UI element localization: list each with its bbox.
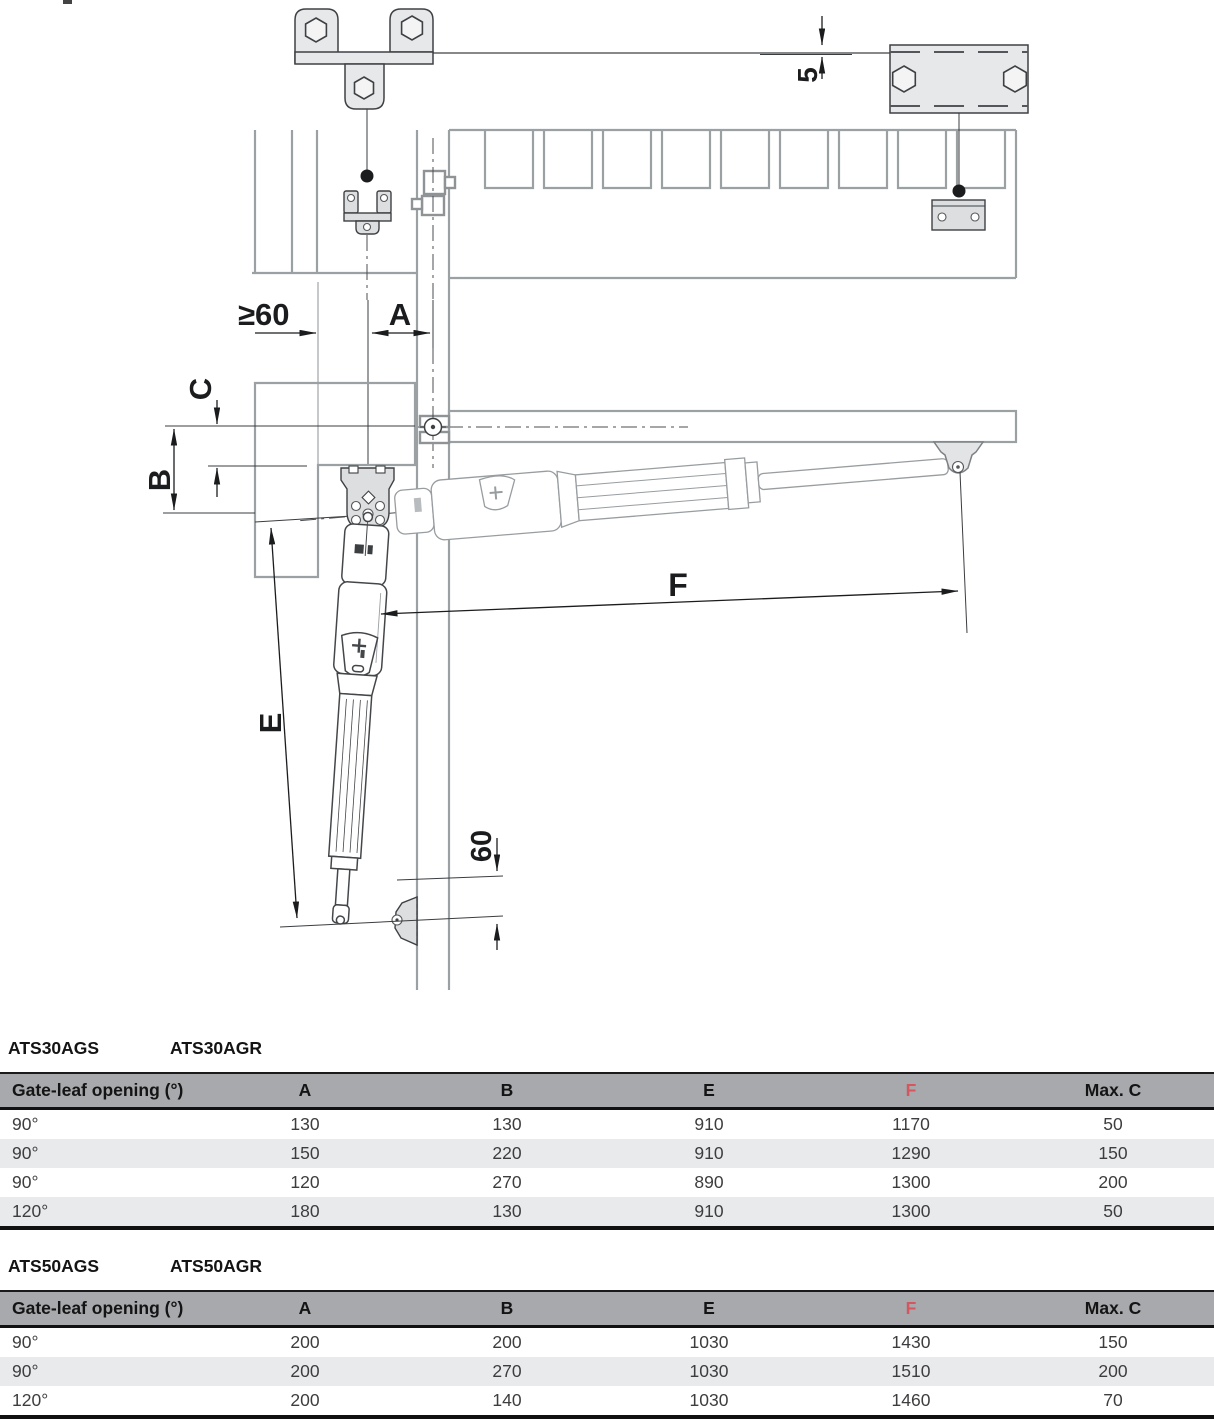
cell: 120: [290, 1172, 320, 1192]
bolt-icon: [1004, 66, 1027, 92]
table-row: [0, 1386, 1214, 1417]
dim-label-a: A: [388, 297, 412, 332]
hinge-pivot: [420, 414, 449, 443]
locator-dot: [953, 185, 966, 198]
cell: 90°: [12, 1172, 39, 1192]
dim-label-ge60: ≥60: [238, 297, 290, 332]
cell: 1170: [892, 1114, 930, 1134]
cell: 910: [694, 1143, 724, 1163]
gate-slats: [485, 130, 1005, 188]
cell: 1460: [891, 1390, 931, 1410]
cell: 270: [492, 1361, 522, 1381]
col-header-b: B: [406, 1291, 608, 1327]
spec-table-ats50: [0, 1290, 1214, 1419]
model-name: ATS30AGR: [170, 1038, 263, 1058]
dim-label-5: 5: [792, 67, 823, 83]
cell: 90°: [12, 1114, 39, 1134]
spec-table-ats30: [0, 1072, 1214, 1230]
cell: 120°: [12, 1201, 49, 1221]
col-header-f: F: [810, 1073, 1012, 1109]
cell: 1030: [689, 1361, 729, 1381]
bolt-icon: [402, 16, 423, 40]
dim-label-60: 60: [466, 829, 498, 863]
header-row: [0, 1291, 1214, 1327]
dim-c: [183, 378, 218, 497]
plan-view: [142, 282, 1016, 950]
cell: 150: [1098, 1332, 1128, 1352]
cell: 120°: [12, 1390, 49, 1410]
spec-tables: [0, 1038, 1214, 1419]
cell: 220: [492, 1143, 522, 1163]
model-titles-ats30: [8, 1038, 1214, 1059]
col-header-f: F: [810, 1291, 1012, 1327]
col-header-maxc: Max. C: [1012, 1291, 1214, 1327]
cell: 890: [694, 1172, 724, 1192]
cell: 200: [1098, 1361, 1128, 1381]
col-header-a: A: [204, 1073, 406, 1109]
bolt-icon: [893, 66, 916, 92]
bolt-icon: [306, 18, 327, 42]
cell: 270: [492, 1172, 522, 1192]
col-header-e: E: [608, 1291, 810, 1327]
model-name: ATS50AGS: [8, 1256, 100, 1276]
key-mark: [360, 650, 365, 658]
dim-label-e: E: [253, 712, 288, 734]
dim-bracket-offset: [280, 830, 503, 950]
cell: 130: [492, 1114, 522, 1134]
cell: 70: [1103, 1390, 1123, 1410]
slide-plate: [890, 45, 1028, 113]
cell: 140: [492, 1390, 522, 1410]
cell: 150: [1098, 1143, 1128, 1163]
cell: 1290: [891, 1143, 931, 1163]
col-header-a: A: [204, 1291, 406, 1327]
rear-bracket-front: [344, 109, 391, 234]
cell: 1300: [891, 1201, 931, 1221]
cell: 1430: [891, 1332, 931, 1352]
table-row: [0, 1327, 1214, 1358]
gate-pillar-front: [252, 130, 417, 273]
cell: 50: [1103, 1114, 1123, 1134]
actuator-open: [316, 511, 392, 926]
col-header-maxc: Max. C: [1012, 1073, 1214, 1109]
cell: 1030: [689, 1390, 729, 1410]
cell: 90°: [12, 1332, 39, 1352]
dim-label-b: B: [142, 468, 177, 492]
model-name: ATS30AGS: [8, 1038, 100, 1058]
col-header-opening: Gate-leaf opening (°): [0, 1291, 204, 1327]
locator-dot: [361, 170, 374, 183]
col-header-opening: Gate-leaf opening (°): [0, 1073, 204, 1109]
table-row: [0, 1357, 1214, 1386]
dim-min-clearance: [238, 297, 316, 333]
label-mark: [367, 545, 373, 554]
model-name: ATS50AGR: [170, 1256, 263, 1276]
col-header-b: B: [406, 1073, 608, 1109]
dim-a: [372, 297, 430, 333]
dim-plate-gap: [760, 16, 852, 83]
cell: 1510: [891, 1361, 931, 1381]
cell: 130: [290, 1114, 320, 1134]
table-row: [0, 1139, 1214, 1168]
cell: 200: [492, 1332, 522, 1352]
label-mark: [354, 544, 364, 554]
dim-b: [142, 429, 177, 510]
cell: 90°: [12, 1361, 39, 1381]
cell: 910: [694, 1201, 724, 1221]
table-row: [0, 1109, 1214, 1140]
cell: 150: [290, 1143, 320, 1163]
gate-leaf-front: [449, 130, 1016, 278]
dim-label-f: F: [668, 567, 688, 603]
model-titles-ats50: [8, 1256, 1214, 1277]
table-row: [0, 1197, 1214, 1228]
page-artifact: [63, 0, 72, 4]
cell: 50: [1103, 1201, 1123, 1221]
bolt-icon: [355, 77, 374, 99]
dim-e: [253, 528, 297, 918]
cell: 200: [290, 1390, 320, 1410]
cell: 200: [290, 1332, 320, 1352]
cell: 910: [694, 1114, 724, 1134]
cell: 1300: [891, 1172, 931, 1192]
cell: 200: [1098, 1172, 1128, 1192]
cell: 180: [290, 1201, 320, 1221]
top-mounting-bracket: [295, 9, 433, 109]
table-row: [0, 1168, 1214, 1197]
came-logo-mark: [414, 498, 422, 513]
dim-label-c: C: [183, 377, 218, 401]
header-row: [0, 1073, 1214, 1109]
cell: 1030: [689, 1332, 729, 1352]
cell: 130: [492, 1201, 522, 1221]
actuator-closed-ghost: [298, 438, 951, 551]
cell: 200: [290, 1361, 320, 1381]
col-header-e: E: [608, 1073, 810, 1109]
cell: 90°: [12, 1143, 39, 1163]
